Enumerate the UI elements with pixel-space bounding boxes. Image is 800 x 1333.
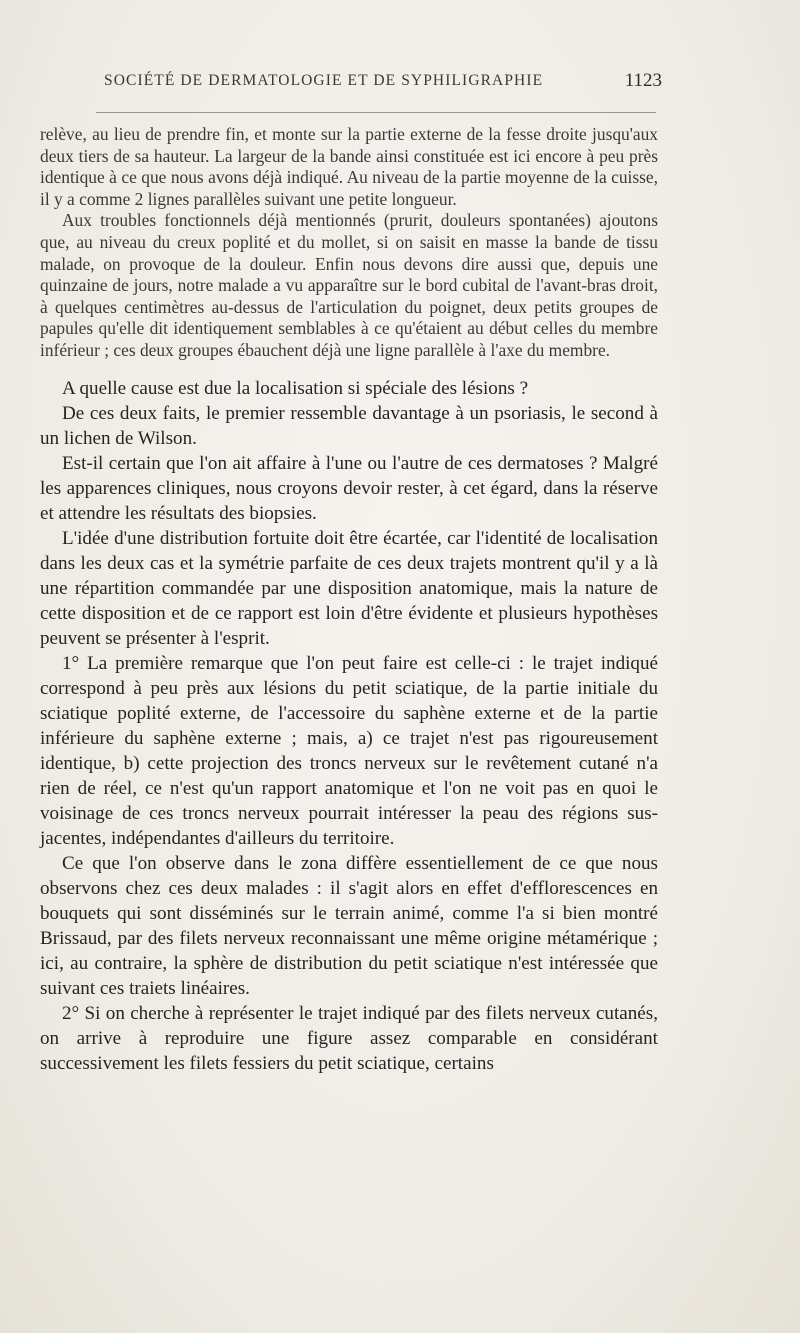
paragraph: De ces deux faits, le premier ressemble davantage à un psoriasis, le second à un lichen de Wilson.	[40, 402, 658, 449]
running-header	[40, 72, 660, 102]
header-rule	[96, 112, 656, 113]
paragraph: Ce que l'on observe dans le zona diffère essentiellement de ce que nous observons chez ces deux malades : il s'agit alors en effet d'efflorescences en bouquets qui sont disséminés sur le terrain animé, comme l'a si bien montré Brissaud, par des filets nerveux reconnaissant une même origine métamérique ; ici, au contraire, la sphère de distribution du petit sciatique n'est intéressée que suivant ces traiets linéaires.	[40, 852, 658, 999]
paragraph: relève, au lieu de prendre fin, et monte sur la partie externe de la fesse droite jusqu'aux deux tiers de sa hauteur. La largeur de la bande ainsi constituée est ici encore à peu près identique à ce que nous avons déjà indiqué. Au niveau de la partie moyenne de la cuisse, il y a comme 2 lignes parallèles suivant une petite longueur.	[40, 124, 658, 209]
paragraph: 1° La première remarque que l'on peut faire est celle-ci : le trajet indiqué correspond à peu près aux lésions du petit sciatique, de la partie initiale du sciatique poplité externe, de l'accessoire du saphène externe et de la partie inférieure du saphène externe ; mais, a) ce trajet n'est pas rigoureusement identique, b) cette projection des troncs nerveux sur le revêtement cutané n'a rien de réel, ce n'est qu'un rapport anatomique et l'on ne voit pas en quoi le voisinage de ces troncs nerveux pourrait intéresser la peau des régions sus-jacentes, indépendantes d'ailleurs du territoire.	[40, 652, 658, 849]
page-number: 1123	[624, 70, 662, 91]
paragraph: 2° Si on cherche à représenter le trajet indiqué par des filets nerveux cutanés, on arrive à reproduire une figure assez comparable en considérant successivement les filets fessiers du petit sciatique, certains	[40, 1002, 658, 1074]
running-title: SOCIÉTÉ DE DERMATOLOGIE ET DE SYPHILIGRAPHIE	[104, 72, 544, 89]
paragraph: Est-il certain que l'on ait affaire à l'une ou l'autre de ces dermatoses ? Malgré les apparences cliniques, nous croyons devoir rester, à cet égard, dans la réserve et attendre les résultats des biopsies.	[40, 452, 658, 524]
case-description-small-print	[40, 124, 658, 362]
paragraph: A quelle cause est due la localisation si spéciale des lésions ?	[62, 377, 529, 399]
paragraph: Aux troubles fonctionnels déjà mentionnés (prurit, douleurs spontanées) ajoutons que, au niveau du creux poplité et du mollet, si on saisit en masse la bande de tissu malade, on provoque de la douleur. Enfin nous devons dire aussi que, depuis une quinzaine de jours, notre malade a vu apparaître sur le bord cubital de l'avant-bras droit, à quelques centimètres au-dessus de l'articulation du poignet, deux petits groupes de papules qu'elle dit identiquement semblables à ce qu'étaient au début celles du membre inférieur ; ces deux groupes ébauchent déjà une ligne parallèle à l'axe du membre.	[40, 210, 658, 360]
discussion-text	[40, 376, 658, 1076]
paragraph: L'idée d'une distribution fortuite doit être écartée, car l'identité de localisation dans les deux cas et la symétrie parfaite de ces deux trajets montrent qu'il y a là une répartition commandée par une disposition anatomique, mais la nature de cette disposition et de ce rapport est loin d'être évidente et plusieurs hypothèses peuvent se présenter à l'esprit.	[40, 527, 658, 649]
body-text	[40, 124, 658, 1076]
